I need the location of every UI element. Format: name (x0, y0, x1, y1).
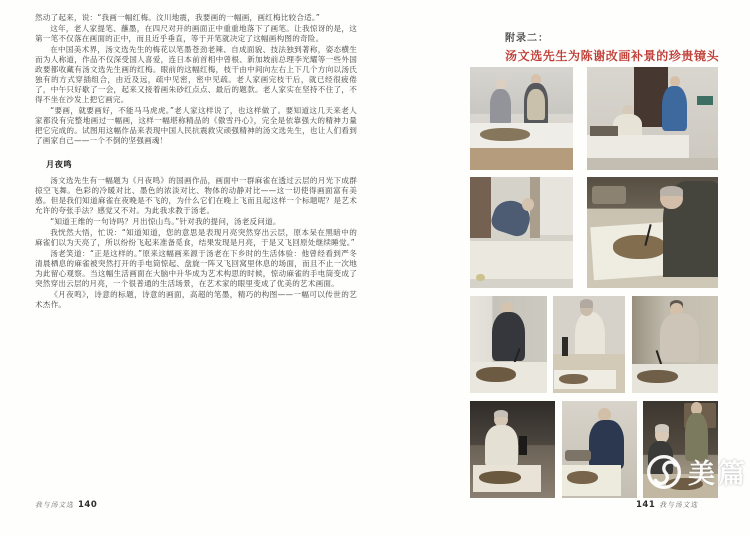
photo-5 (470, 296, 547, 393)
paragraph: 汤老笑道：“正是这样的。”原来这幅画来源于汤老在下乡时的生活体验：他曾经看到严冬清晨栖息的麻雀被突然打开的手电筒惊起、盘旋一阵又飞回窝里休息的场面，而且不止一次地为此留心观察。当这幅生活画面在大脑中升华成为艺术构思的时候，惊动麻雀的手电筒变成了突然穿出云层的月亮，一个很普通的生活场景，在艺术家的眼里变成了优美的艺术画面。 (35, 249, 357, 288)
paragraph: 然动了起来，说：“我画一幅红梅。汶川地震，我要画的一幅画，画红梅比较合适。” (35, 13, 321, 22)
paragraph: 《月夜鸣》，诗意的标题，诗意的画面，高超的笔墨，精巧的构图——一幅可以传世的艺术杰作。 (35, 290, 357, 309)
appendix-title-block (505, 29, 719, 64)
photo-4 (587, 177, 718, 288)
photo-7 (632, 296, 718, 393)
article-body (35, 13, 357, 311)
appendix-label: 附录二： (505, 33, 549, 44)
book-title-script: 我与汤文选 (659, 501, 699, 509)
section-heading: 月夜鸣 (46, 159, 73, 169)
photo-8 (470, 401, 555, 498)
photo-3 (470, 177, 573, 288)
meipian-wordmark: 美篇 (688, 459, 748, 490)
photo-9 (562, 401, 637, 498)
paragraph: 汤文选先生有一幅题为《月夜鸣》的国画作品，画面中一群麻雀在透过云层的月光下成群掠空飞舞。色彩的冷暖对比、墨色的浓淡对比、物体的动静对比——这一切使得画面富有美感。但是我们知道麻雀在夜晚是不飞的，为什么它们在晚上飞而且起这样一个标题呢？是艺术允许的夸张手法？感觉又不对。为此我求教于汤老。 (35, 176, 357, 215)
appendix-title: 汤文选先生为陈谢改画补景的珍贵镜头 (505, 49, 720, 63)
paragraph: “知道王维的一句诗吗？月出惊山鸟。”针对我的提问，汤老反问道。 (50, 217, 281, 226)
photo-10 (643, 401, 718, 498)
paragraph: 在中国美术界，汤文选先生的梅花以笔墨苍劲老辣、自成面貌、技法独到著称，姿态横生而为人称道，作品不仅深受国人喜爱，连日本前首相中曾根、新加坡前总理李光耀等一些外国政要都收藏有汤文选先生画的红梅。眼前的这幅红梅，枝干由中间向左右上下几个方向以汤氏独有的方式穿插组合，由近及远，疏中见密，密中见疏。老人家画完枝干后，就已经很疲倦了，中午只好歇了一会，起来又接着画朱砂红点点、最后的题款。老人家实在坚持不住了，不得不坐在沙发上把它画完。 (35, 45, 357, 104)
page-number-left: 140 (77, 500, 98, 510)
book-title-script: 我与汤文选 (35, 501, 74, 509)
photo-2 (587, 67, 718, 170)
page-number-right: 141 (636, 500, 656, 510)
left-page-footer (35, 499, 97, 510)
paragraph: 这年，老人家提笔、蘸墨，在四尺对开的画面正中重重地落下了画笔。让我惊讶的是，这第一笔不仅落在画面的正中，而且近乎垂直，等于开笔就决定了这幅画构图的奇险。 (35, 24, 357, 43)
paragraph: 我恍然大悟，忙说：“知道知道，您的意思是表现月亮突然穿出云层，原本呆在黑暗中的麻雀们以为天亮了，所以纷纷飞起来准备觅食，结果发现是月亮，于是又飞回原处继续睡觉。” (35, 228, 357, 247)
paragraph: “要画，就要画好，不能马马虎虎。”老人家这样说了，也这样做了。要知道这几天来老人家都没有完整地画过一幅画，这样一幅堪称精品的《傲雪丹心》，完全是依靠强大的精神力量把它完成的。试图用这幅作品来表现中国人民抗震救灾顽强精神的汤文选先生，也让人们看到了画家自己——一个不倒的坚强画魂！ (35, 106, 357, 145)
photo-6 (553, 296, 625, 393)
right-page-footer (636, 499, 698, 510)
photo-1 (470, 67, 573, 170)
